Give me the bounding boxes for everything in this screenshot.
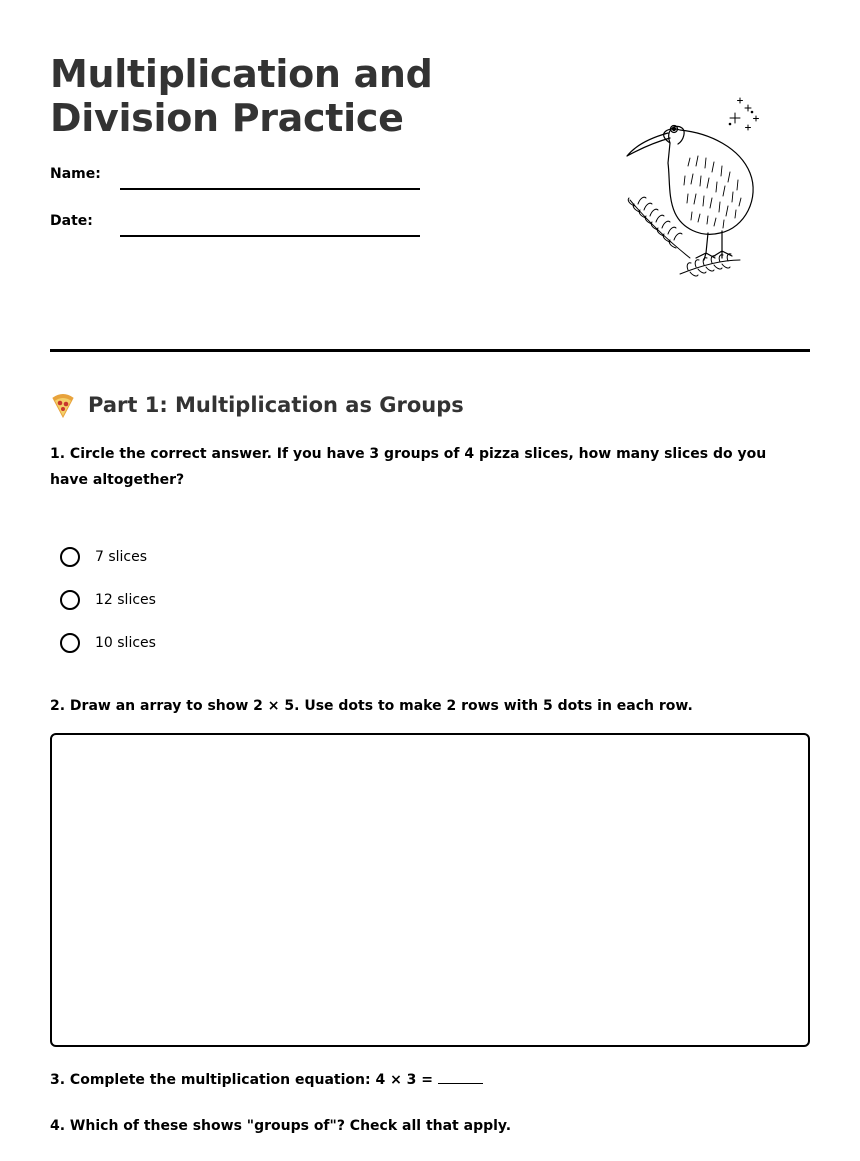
title-line-1: Multiplication and [50,52,433,96]
name-field [50,160,430,190]
section-divider [50,349,810,352]
section-1-heading [50,388,464,422]
question-2 [50,693,790,719]
question-1-text: 1. Circle the correct answer. If you have 3 groups of 4 pizza slices, how many slices do you have altogether? [50,446,767,488]
name-label: Name: [50,166,101,182]
question-2-text: 2. Draw an array to show 2 × 5. Use dots to make 2 rows with 5 dots in each row. [50,698,693,714]
date-input-line[interactable] [120,235,420,237]
stars-decoration [729,98,758,130]
option-label: 12 slices [95,591,156,608]
answer-blank[interactable] [438,1069,483,1084]
section-1-title: Part 1: Multiplication as Groups [88,393,464,417]
pizza-icon [50,392,76,418]
option-label: 10 slices [95,634,156,651]
array-drawing-area[interactable] [50,733,810,1047]
question-4-text: 4. Which of these shows "groups of"? Check all that apply. [50,1118,512,1134]
radio-button[interactable] [60,547,80,567]
radio-button[interactable] [60,590,80,610]
page-title [50,52,433,140]
option-label: 7 slices [95,548,148,565]
question-1 [50,441,790,493]
radio-button[interactable] [60,633,80,653]
option-7-slices[interactable] [60,535,156,578]
option-10-slices[interactable] [60,621,156,664]
question-4 [50,1113,790,1139]
name-input-line[interactable] [120,188,420,190]
title-line-2: Division Practice [50,96,404,140]
option-12-slices[interactable] [60,578,156,621]
fern-decoration [628,197,740,276]
date-label: Date: [50,213,93,229]
question-3-text: 3. Complete the multiplication equation: 4 × 3 = [50,1072,438,1088]
question-3 [50,1067,790,1093]
date-field [50,207,430,237]
question-1-options [60,535,156,664]
worksheet-page [50,0,810,1161]
kiwi-bird-icon [570,88,770,288]
